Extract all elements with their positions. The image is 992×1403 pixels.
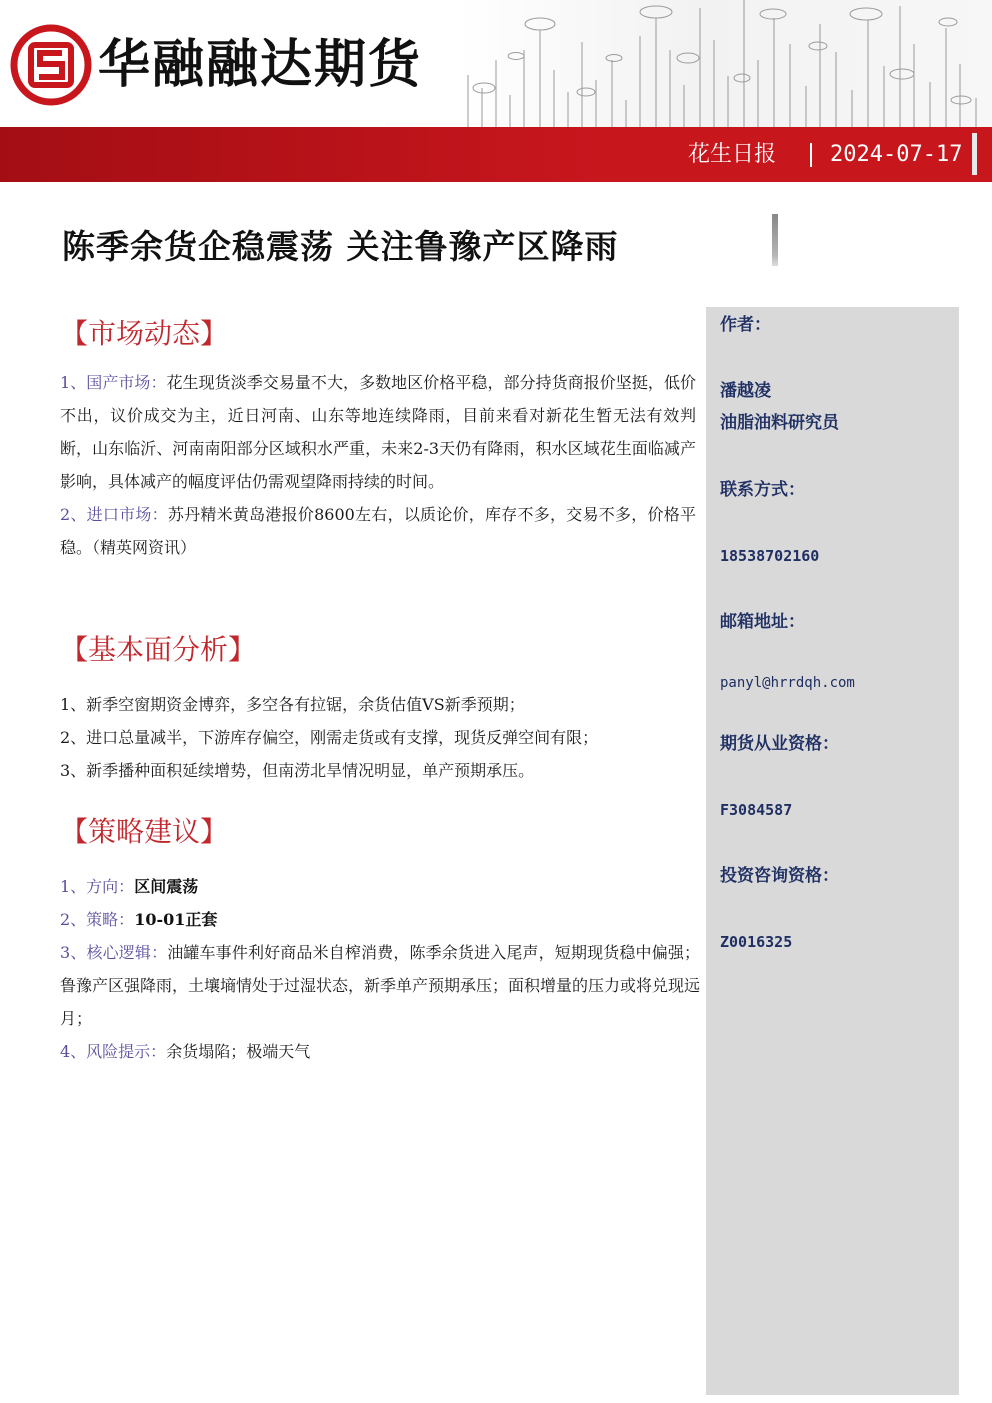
strategy-plan-lead: 2、策略： <box>60 910 135 929</box>
fundamental-heading: 【基本面分析】 <box>60 633 257 666</box>
report-title: 陈季余货企稳震荡 关注鲁豫产区降雨 <box>62 227 619 266</box>
futures-cert-label: 期货从业资格： <box>720 734 839 754</box>
strategy-logic-text: 油罐车事件利好商品米自榨消费，陈季余货进入尾声，短期现货稳中偏强；鲁豫产区强降雨，土壤墒情处于过湿状态，新季单产预期承压；面积增量的压力或将兑现远月； <box>60 943 701 1028</box>
market-domestic-lead: 1、国产市场： <box>60 373 167 392</box>
strategy-direction-lead: 1、方向： <box>60 877 135 896</box>
strategy-plan-text: 10-01正套 <box>134 910 218 929</box>
pendulum-lines-decoration <box>456 0 992 128</box>
report-date: 2024-07-17 <box>830 142 963 167</box>
market-import-text: 苏丹精米黄岛港报价8600左右，以质论价，库存不多，交易不多，价格平稳。（精英网资讯） <box>60 505 696 557</box>
company-logo-icon <box>10 24 92 106</box>
strategy-section <box>60 810 700 1068</box>
advisory-cert-label: 投资咨询资格： <box>720 866 839 886</box>
fundamental-item: 1、新季空窗期资金博弈，多空各有拉锯，余货估值VS新季预期； <box>60 695 525 714</box>
title-accent-bar <box>772 214 778 266</box>
strategy-logic <box>60 936 700 1035</box>
strategy-direction <box>60 870 700 903</box>
author-sidebar <box>706 307 959 1395</box>
strategy-logic-lead: 3、核心逻辑： <box>60 943 168 962</box>
strategy-risk-text: 余货塌陷；极端天气 <box>166 1042 311 1061</box>
futures-cert-number: F3084587 <box>720 801 793 819</box>
advisory-cert-number: Z0016325 <box>720 933 793 951</box>
fundamental-section <box>60 628 700 787</box>
report-header <box>0 0 992 182</box>
market-domestic-text: 花生现货淡季交易量不大，多数地区价格平稳，部分持货商报价坚挺，低价不出，议价成交为主，近日河南、山东等地连续降雨，目前来看对新花生暂无法有效判断，山东临沂、河南南阳部分区域积水严重，未来2-3天仍有降雨，积水区域花生面临减产影响，具体减产的幅度评估仍需观望降雨持续的时间。 <box>60 373 696 491</box>
market-domestic-paragraph <box>60 366 696 498</box>
strategy-risk-lead: 4、风险提示： <box>60 1042 167 1061</box>
strategy-risk <box>60 1035 700 1068</box>
fundamental-item: 3、新季播种面积延续增势，但南涝北旱情况明显，单产预期承压。 <box>60 761 535 780</box>
strategy-plan <box>60 903 700 936</box>
market-import-lead: 2、进口市场： <box>60 505 168 524</box>
header-red-band <box>0 127 992 182</box>
company-name: 华融融达期货 <box>98 35 423 95</box>
strategy-direction-text: 区间震荡 <box>134 877 199 896</box>
contact-label: 联系方式： <box>720 480 805 500</box>
market-heading: 【市场动态】 <box>60 317 229 350</box>
fundamental-item: 2、进口总量减半，下游库存偏空，刚需走货或有支撑，现货反弹空间有限； <box>60 728 599 747</box>
author-name: 潘越凌 <box>720 381 771 401</box>
author-label: 作者： <box>720 315 771 335</box>
author-title: 油脂油料研究员 <box>720 413 839 433</box>
market-section <box>60 310 696 564</box>
market-import-paragraph <box>60 498 696 564</box>
author-email[interactable]: panyl@hrrdqh.com <box>720 675 855 691</box>
header-divider <box>810 143 812 167</box>
author-phone: 18538702160 <box>720 547 820 565</box>
report-type: 花生日报 <box>687 142 776 167</box>
strategy-heading: 【策略建议】 <box>60 815 229 848</box>
header-band-end <box>972 133 977 175</box>
email-label: 邮箱地址： <box>720 612 805 632</box>
